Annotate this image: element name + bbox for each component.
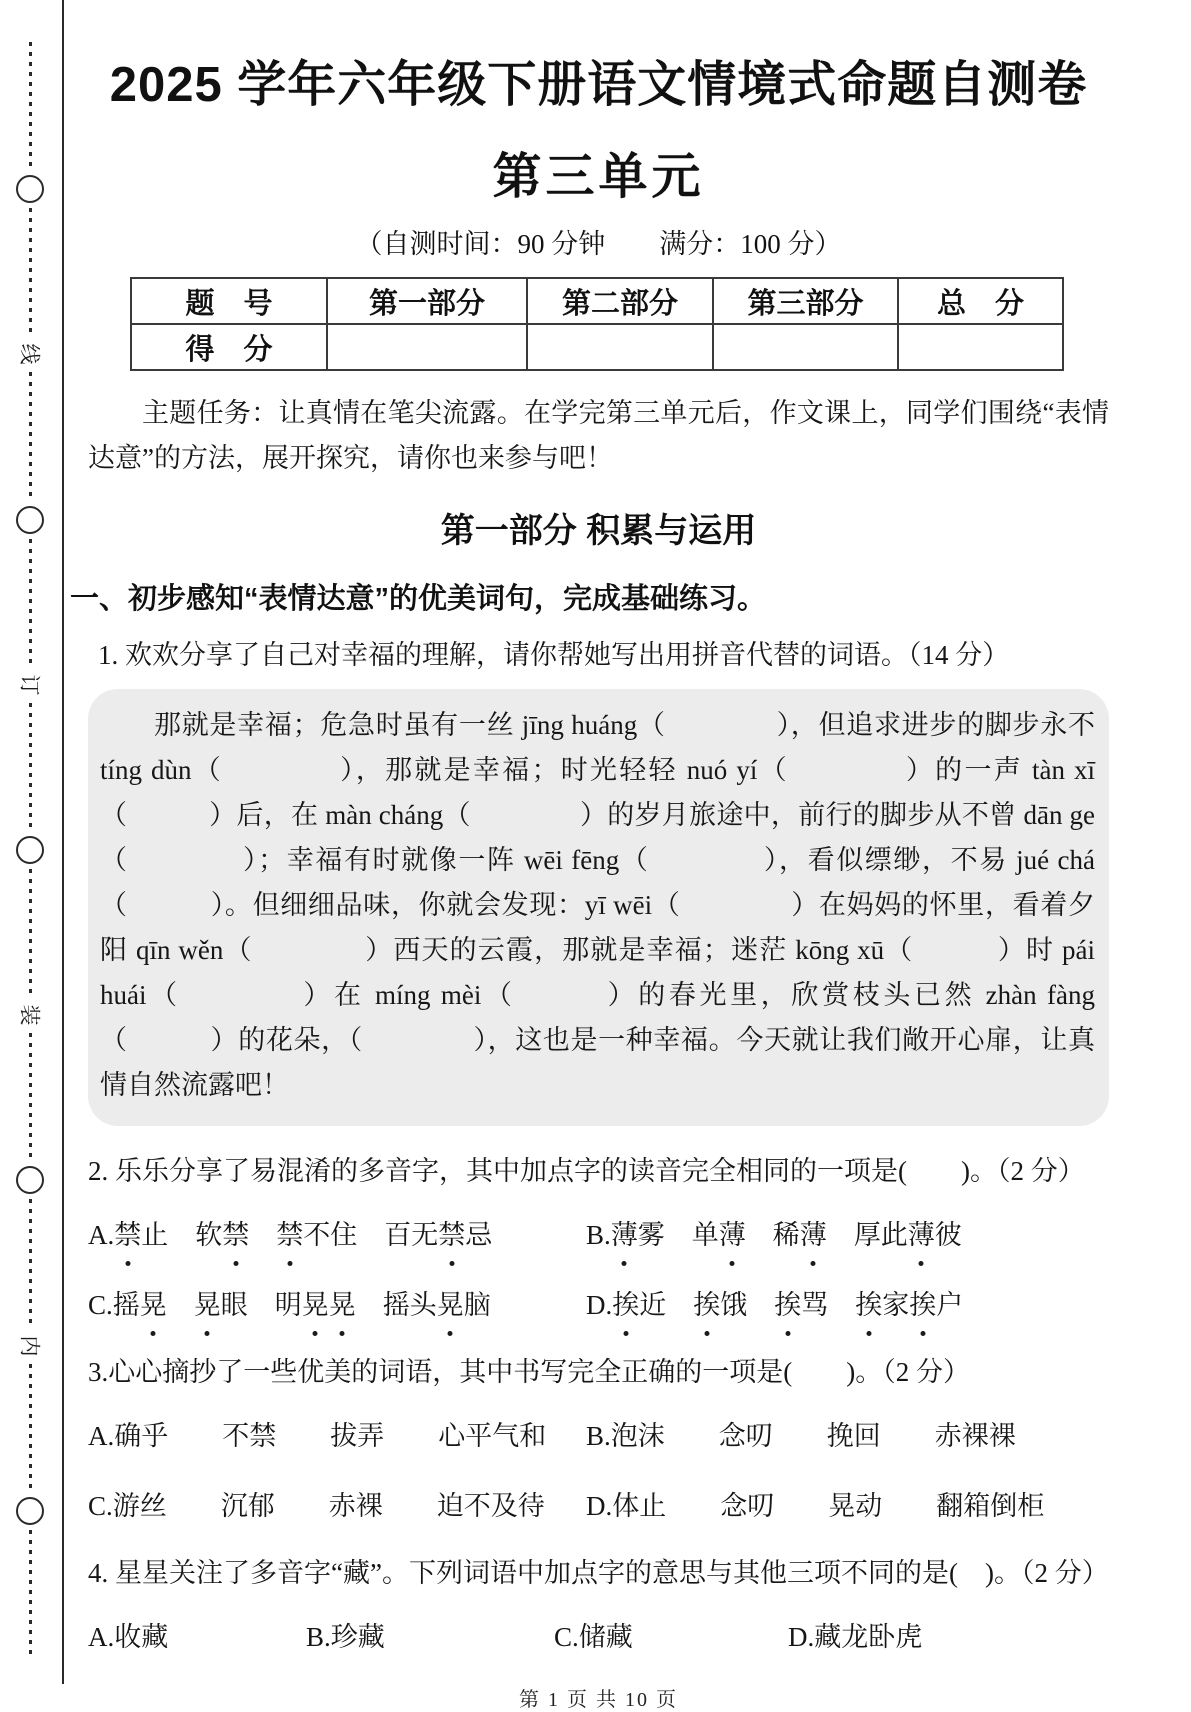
dotted-char: 晃 <box>437 1283 464 1327</box>
dotted-char: 薄 <box>611 1213 638 1257</box>
question3-options <box>88 1414 1109 1528</box>
binding-dotted-line <box>29 42 32 170</box>
dotted-char: 禁 <box>114 1213 141 1257</box>
score-table <box>130 277 1064 371</box>
dotted-char: 薄 <box>908 1213 935 1257</box>
question4-stem: 4. 星星关注了多音字“藏”。下列词语中加点字的意思与其他三项不同的是( )。（2 分） <box>88 1558 1109 1588</box>
part1-heading: 第一部分 积累与运用 <box>440 512 757 550</box>
dotted-char: 薄 <box>800 1213 827 1257</box>
question2-options <box>88 1213 1109 1327</box>
dotted-char: 晃 <box>194 1283 221 1327</box>
option-B: B.薄雾 单薄 稀薄 厚此薄彼 <box>586 1213 1109 1257</box>
binding-char: 订 <box>17 674 41 696</box>
exam-title: 2025 学年六年级下册语文情境式命题自测卷 <box>109 58 1088 112</box>
score-blank-total <box>898 324 1063 370</box>
dotted-char: 禁 <box>276 1213 303 1257</box>
binding-circle <box>16 506 44 534</box>
dotted-char: 晃 <box>329 1283 356 1327</box>
dotted-char: 薄 <box>719 1213 746 1257</box>
binding-dotted-line <box>29 1199 32 1327</box>
binding-circle <box>16 1166 44 1194</box>
option-A: A.确乎 不禁 拔弄 心平气和 <box>88 1421 547 1451</box>
binding-dotted-line <box>29 1364 32 1492</box>
binding-circle <box>16 175 44 203</box>
option-A: A.收藏 <box>88 1622 169 1652</box>
dotted-char: 挨 <box>693 1283 720 1327</box>
binding-circle <box>16 836 44 864</box>
binding-char: 内 <box>17 1335 41 1357</box>
option-C: C.储藏 <box>554 1622 633 1652</box>
binding-dotted-line <box>29 372 32 500</box>
dotted-char: 禁 <box>222 1213 249 1257</box>
binding-circle <box>16 1497 44 1525</box>
score-table-header-row <box>131 278 1063 324</box>
page-margin-rule <box>62 0 64 1684</box>
binding-char: 线 <box>17 343 41 365</box>
question1-pinyin-passage: 那就是幸福；危急时虽有一丝 jīng huáng（ ），但追求进步的脚步永不 tíng dùn（ ），那就是幸福；时光轻轻 nuó yí（ ）的一声 tàn xī（ ）后，在 màn cháng（ ）的岁月旅途中，前行的脚步从不曾 dān ge（ ）；幸福有时就像一阵 wēi fēng（ ），看似缥缈，不易 jué chá（ ）。但细细品味，你就会发现：yī wēi（ ）在妈妈的怀里，看着夕阳 qīn wěn（ ）西天的云霞，那就是幸福；迷茫 kōng xū（ ）时 pái huái（ ）在 míng mèi（ ）的春光里，欣赏枝头已然 zhàn fàng（ ）的花朵，（ ），这也是一种幸福。今天就让我们敞开心扉，让真情自然流露吧！ <box>88 689 1109 1126</box>
score-blank-part1 <box>327 324 527 370</box>
dotted-char: 禁 <box>438 1213 465 1257</box>
option-B: B.珍藏 <box>306 1622 385 1652</box>
binding-dotted-line <box>29 1530 32 1658</box>
dotted-char: 挨 <box>855 1283 882 1327</box>
score-table-cell-total: 总 分 <box>898 278 1063 324</box>
dotted-char: 挨 <box>612 1283 639 1327</box>
section1-heading: 一、初步感知“表情达意”的优美词句，完成基础练习。 <box>70 583 767 615</box>
option-B: B.泡沫 念叨 挽回 赤裸裸 <box>586 1421 1016 1451</box>
dotted-char: 晃 <box>140 1283 167 1327</box>
score-table-cell-part2: 第二部分 <box>527 278 713 324</box>
page-number-footer: 第 1 页 共 10 页 <box>519 1689 678 1711</box>
option-C: C.游丝 沉郁 赤裸 迫不及待 <box>88 1491 545 1521</box>
score-row-label: 得 分 <box>131 324 327 370</box>
score-blank-part3 <box>713 324 898 370</box>
option-C: C.摇晃 晃眼 明晃晃 摇头晃脑 <box>88 1283 586 1327</box>
option-A: A.禁止 软禁 禁不住 百无禁忌 <box>88 1213 586 1257</box>
dotted-char: 挨 <box>909 1283 936 1327</box>
option-D: D.挨近 挨饿 挨骂 挨家挨户 <box>586 1283 1109 1327</box>
score-table-score-row <box>131 324 1063 370</box>
binding-dotted-line <box>29 539 32 667</box>
exam-unit-title: 第三单元 <box>492 150 705 204</box>
binding-char: 装 <box>17 1004 41 1026</box>
score-table-cell-part1: 第一部分 <box>327 278 527 324</box>
dotted-char: 挨 <box>774 1283 801 1327</box>
task-intro-paragraph: 主题任务：让真情在笔尖流露。在学完第三单元后，作文课上，同学们围绕“表情达意”的方法，展开探究，请你也来参与吧！ <box>88 398 1109 473</box>
score-table-cell-label: 题 号 <box>131 278 327 324</box>
question1-stem: 1. 欢欢分享了自己对幸福的理解，请你帮她写出用拼音代替的词语。（14 分） <box>98 640 1010 670</box>
score-blank-part2 <box>527 324 713 370</box>
binding-margin-strip <box>16 42 44 1658</box>
option-D: D.藏龙卧虎 <box>788 1622 923 1652</box>
binding-dotted-line <box>29 703 32 831</box>
option-D: D.体止 念叨 晃动 翻箱倒柜 <box>586 1491 1045 1521</box>
score-table-cell-part3: 第三部分 <box>713 278 898 324</box>
dotted-char: 晃 <box>302 1283 329 1327</box>
question3-stem: 3.心心摘抄了一些优美的词语，其中书写完全正确的一项是( )。（2 分） <box>88 1357 970 1387</box>
question4-options <box>88 1615 1109 1659</box>
binding-dotted-line <box>29 869 32 997</box>
exam-meta-line: （自测时间：90 分钟 满分：100 分） <box>355 229 842 259</box>
binding-dotted-line <box>29 1033 32 1161</box>
binding-dotted-line <box>29 208 32 336</box>
question2-stem: 2. 乐乐分享了易混淆的多音字，其中加点字的读音完全相同的一项是( )。（2 分） <box>88 1156 1085 1186</box>
exam-page <box>70 0 1109 1712</box>
